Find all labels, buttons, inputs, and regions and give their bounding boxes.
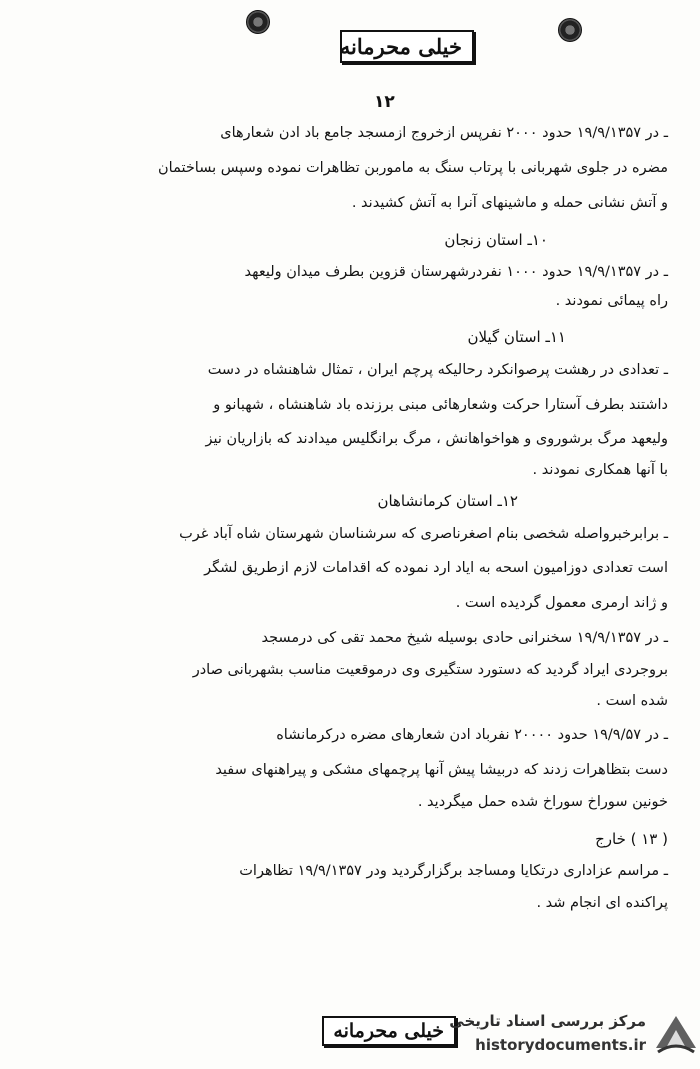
watermark-title: مرکز بررسی اسناد تاریخی — [449, 1012, 646, 1030]
archive-logo-icon — [652, 1010, 700, 1058]
text-line: داشتند بطرف آستارا حرکت وشعارهائی مبنی برزنده باد شاهنشاه ، شهبانو و — [213, 397, 668, 413]
text-line: و ژاند ارمری معمول گردیده است . — [455, 595, 668, 611]
text-line: شده است . — [596, 693, 668, 709]
section-heading: ( ۱۳ ) خارج — [595, 830, 668, 848]
section-heading: ۱۲ـ استان کرمانشاهان — [377, 492, 518, 510]
text-line: ـ در ۱۹/۹/۱۳۵۷ سخنرانی حادی بوسیله شیخ محمد تقی کی درمسجد — [261, 630, 668, 646]
page-number: ۱۲ — [374, 92, 395, 112]
text-line: ـ برابرخبرواصله شخصی بنام اصغرناصری که سرشناسان شهرستان شاه آباد غرب — [179, 526, 668, 542]
text-line: ـ در ۱۹/۹/۵۷ حدود ۲۰۰۰۰ نفرباد ادن شعارهای مضره درکرمانشاه — [276, 727, 668, 743]
text-line: است تعدادی دوزامیون اسحه به ایاد ارد نموده که اقدامات لازم ازطریق لشگر — [204, 560, 668, 576]
text-line: ولیعهد مرگ برشوروی و هواخواهانش ، مرگ برانگلیس میدادند که بازاریان نیز — [205, 431, 668, 447]
text-line: ـ در ۱۹/۹/۱۳۵۷ حدود ۲۰۰۰ نفرپس ازخروج ازمسجد جامع باد ادن شعارهای — [220, 125, 668, 141]
text-line: ـ در ۱۹/۹/۱۳۵۷ حدود ۱۰۰۰ نفردرشهرستان قزوین بطرف میدان ولیعهد — [244, 264, 668, 280]
text-line: با آنها همکاری نمودند . — [532, 462, 668, 478]
classification-stamp-top: خیلی محرمانه — [340, 30, 474, 63]
text-line: ـ تعدادی در رهشت پرصوانکرد رحالیکه پرچم ایران ، تمثال شاهنشاه در دست — [207, 362, 668, 378]
section-heading: ۱۰ـ استان زنجان — [444, 231, 548, 249]
text-line: ـ مراسم عزاداری درتکایا ومساجد برگزارگردید ودر ۱۹/۹/۱۳۵۷ تظاهرات — [239, 863, 668, 879]
text-line: پراکنده ای انجام شد . — [536, 895, 668, 911]
text-line: راه پیمائی نمودند . — [555, 293, 668, 309]
text-line: مضره در جلوی شهربانی با پرتاب سنگ به ماموربن تظاهرات نموده وسپس بساختمان — [158, 160, 668, 176]
text-line: و آتش نشانی حمله و ماشینهای آنرا به آتش کشیدند . — [351, 195, 668, 211]
text-line: بروجردی ایراد گردید که دستورد ستگیری وی درموقعیت مناسب بشهربانی صادر — [192, 662, 668, 678]
watermark-url: historydocuments.ir — [475, 1036, 646, 1054]
classification-stamp-bottom: خیلی محرمانه — [322, 1016, 456, 1046]
seal-stamp-icon — [246, 10, 270, 34]
text-line: خونین سوراخ سوراخ شده حمل میگردید . — [417, 794, 668, 810]
section-heading: ۱۱ـ استان گیلان — [467, 328, 566, 346]
text-line: دست بتظاهرات زدند که دربیشا پیش آنها پرچمهای مشکی و پیراهنهای سفید — [215, 762, 668, 778]
archive-watermark — [410, 1008, 700, 1064]
seal-stamp-icon — [558, 18, 582, 42]
